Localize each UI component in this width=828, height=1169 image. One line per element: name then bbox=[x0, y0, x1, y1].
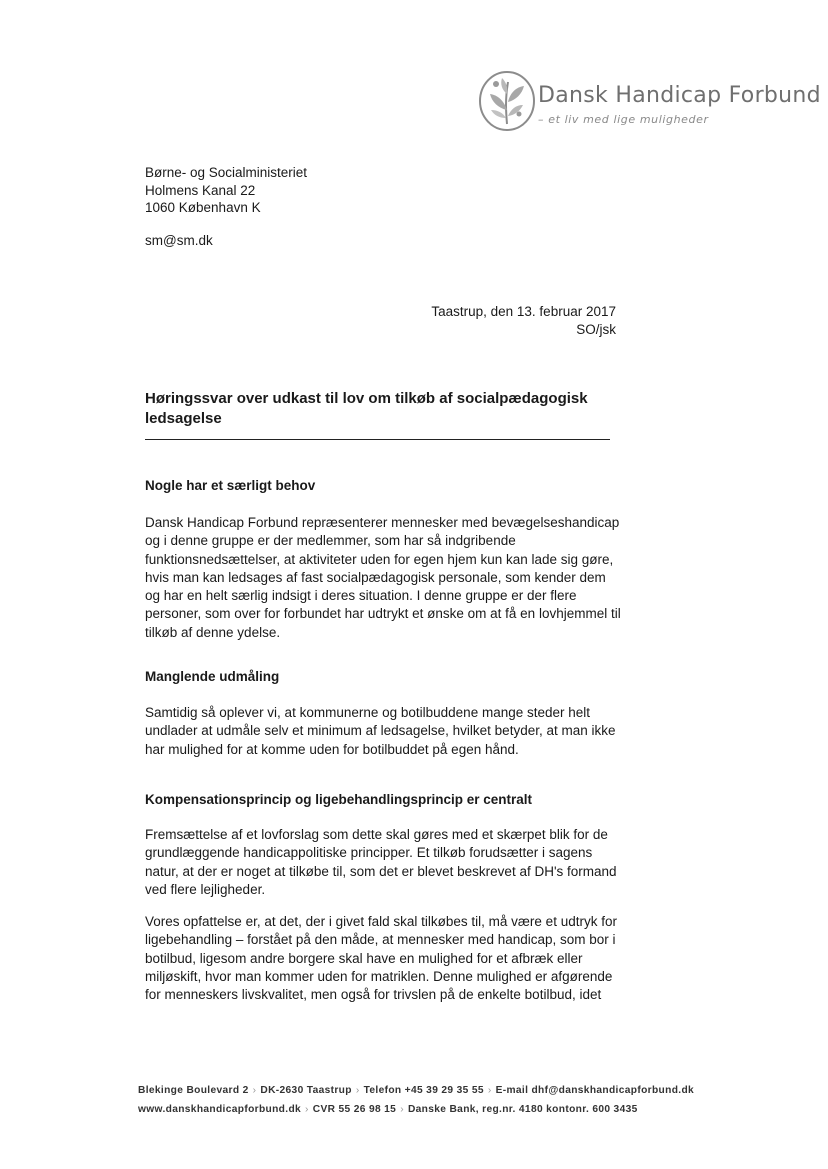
paragraph-line: for menneskers livskvalitet, men også for trivslen på de enkelte botilbud, idet bbox=[145, 987, 602, 1003]
footer-registration-line bbox=[138, 1104, 638, 1115]
paragraph-line: og har en helt særlig indsigt i deres situation. I denne gruppe er der flere bbox=[145, 588, 577, 604]
footer-separator: › bbox=[487, 1085, 492, 1096]
title-line: ledsagelse bbox=[145, 410, 222, 427]
address-line: 1060 København K bbox=[145, 200, 261, 215]
footer-contact-line bbox=[138, 1085, 694, 1096]
logo-name: Dansk Handicap Forbund bbox=[538, 83, 821, 108]
address-line: Børne- og Socialministeriet bbox=[145, 165, 308, 180]
paragraph-line: Vores opfattelse er, at det, der i givet fald skal tilkøbes til, må være et udtryk for bbox=[145, 914, 617, 929]
paragraph-line: personer, som over for forbundet har udtrykt et ønske om at få en lovhjemmel til bbox=[145, 606, 621, 622]
title-line: Høringssvar over udkast til lov om tilkøb af socialpædagogisk bbox=[145, 390, 588, 407]
title-divider bbox=[145, 439, 610, 440]
paragraph-line: undlader at udmåle selv et minimum af ledsagelse, hvilket betyder, at man ikke bbox=[145, 723, 616, 739]
recipient-email: sm@sm.dk bbox=[145, 233, 213, 248]
paragraph-line: hvis man kan ledsages af fast socialpædagogisk personale, som kender dem bbox=[145, 569, 606, 585]
logo-tagline: – et liv med lige muligheder bbox=[538, 113, 709, 126]
paragraph bbox=[145, 913, 620, 1004]
paragraph-line: miljøskift, hvor man kommer uden for matriklen. Denne mulighed er afgørende bbox=[145, 968, 613, 984]
recipient-address bbox=[145, 164, 307, 217]
paragraph-line: og i denne gruppe er der medlemmer, som har så indgribende bbox=[145, 533, 516, 549]
section-heading: Kompensationsprincip og ligebehandlingsprincip er centralt bbox=[145, 792, 533, 807]
paragraph-line: funktionsnedsættelser, at aktiviteter uden for egen hjem kun kan lade sig gøre, bbox=[145, 551, 614, 567]
paragraph-line: tilkøb af denne ydelse. bbox=[145, 624, 281, 640]
paragraph bbox=[145, 704, 620, 759]
letter-title bbox=[145, 389, 615, 429]
footer-separator: › bbox=[252, 1085, 257, 1096]
paragraph-line: Dansk Handicap Forbund repræsenterer mennesker med bevægelseshandicap bbox=[145, 515, 620, 530]
paragraph-line: natur, at der er noget at tilkøbe til, som det er blevet beskrevet af DH's formand bbox=[145, 863, 617, 879]
paragraph-line: Fremsættelse af et lovforslag som dette skal gøres med et skærpet blik for de bbox=[145, 827, 608, 842]
paragraph bbox=[145, 514, 620, 642]
paragraph-line: grundlæggende handicappolitiske principper. Et tilkøb forudsætter i sagens bbox=[145, 845, 593, 861]
footer-phone: Telefon +45 39 29 35 55 bbox=[363, 1085, 484, 1096]
paragraph-line: har mulighed for at komme uden for botilbuddet på egen hånd. bbox=[145, 741, 519, 757]
footer-separator: › bbox=[400, 1104, 404, 1115]
organization-logo bbox=[478, 70, 821, 134]
paragraph bbox=[145, 826, 620, 899]
paragraph-line: Samtidig så oplever vi, at kommunerne og botilbuddene mange steder helt bbox=[145, 705, 591, 720]
date-block bbox=[380, 303, 616, 339]
footer-cvr: CVR 55 26 98 15 bbox=[312, 1104, 397, 1115]
footer-city: DK-2630 Taastrup bbox=[260, 1085, 352, 1096]
plant-emblem-icon bbox=[478, 70, 536, 132]
paragraph-line: ved flere lejligheder. bbox=[145, 881, 266, 897]
paragraph-line: ligebehandling – forstået på den måde, at mennesker med handicap, som bor i bbox=[145, 932, 616, 948]
paragraph-line: botilbud, ligesom andre borgere skal have en mulighed for et afbræk eller bbox=[145, 950, 583, 966]
reference-line: SO/jsk bbox=[576, 322, 616, 337]
footer-email: E-mail dhf@danskhandicapforbund.dk bbox=[495, 1085, 695, 1096]
address-line: Holmens Kanal 22 bbox=[145, 182, 256, 198]
section-heading: Manglende udmåling bbox=[145, 669, 280, 684]
footer-separator: › bbox=[305, 1104, 309, 1115]
footer-bank: Danske Bank, reg.nr. 4180 kontonr. 600 3435 bbox=[407, 1104, 638, 1115]
footer-website: www.danskhandicapforbund.dk bbox=[138, 1104, 302, 1115]
footer-address: Blekinge Boulevard 2 bbox=[138, 1085, 249, 1096]
date-line: Taastrup, den 13. februar 2017 bbox=[431, 304, 616, 319]
footer-separator: › bbox=[355, 1085, 360, 1096]
section-heading: Nogle har et særligt behov bbox=[145, 478, 316, 493]
